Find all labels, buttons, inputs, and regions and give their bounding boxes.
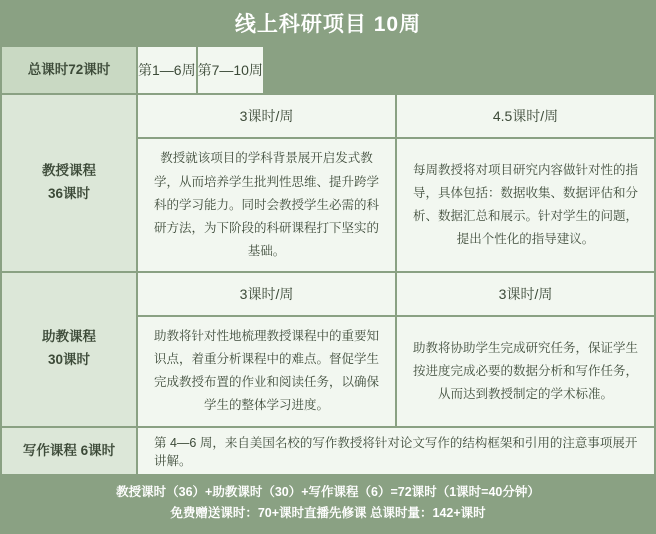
section-row-professor: [2, 95, 654, 271]
footer-summary: [0, 474, 656, 534]
assistant-phase-2-text: 助教将协助学生完成研究任务，保证学生按进度完成必要的数据分析和写作任务，从而达到教授制定的学术标准。: [412, 340, 638, 401]
page-title: 线上科研项目 10周: [0, 0, 656, 45]
professor-phase-2-text: 每周教授将对项目研究内容做针对性的指导，具体包括：数据收集、数据评估和分析、数据汇总和展示。针对学生的问题，提出个性化的指导建议。: [412, 162, 638, 247]
column-header-phase-1: 第1—6周: [138, 47, 196, 93]
professor-phase-1-column: [138, 95, 395, 271]
professor-phase-1-text: 教授就该项目的学科背景展开启发式教学，从而培养学生批判性思维、提升跨学科的学习能力。同时会教授学生必需的科研方法，为下阶段的科研课程打下坚实的基础。: [153, 151, 379, 258]
professor-phase-2-body: [397, 139, 654, 271]
writing-course-text: 第 4—6 周，来自美国名校的写作教授将针对论文写作的结构框架和引用的注意事项展开讲解。: [138, 428, 654, 474]
assistant-phase-1-text: 助教将针对性地梳理教授课程中的重要知识点，着重分析课程中的难点。督促学生完成教授布置的作业和阅读任务，以确保学生的整体学习进度。: [153, 329, 379, 413]
section-label-assistant-line2: 30课时: [47, 352, 91, 368]
section-label-assistant-line1: 助教课程: [42, 329, 96, 345]
assistant-phase-1-hours: 3课时/周: [138, 273, 395, 315]
column-header-phase-2: 第7—10周: [198, 47, 263, 93]
section-label-writing: 写作课程 6课时: [2, 428, 136, 474]
assistant-phase-2-body: [397, 317, 654, 426]
section-row-writing: [2, 428, 654, 474]
table-header-row: [2, 47, 654, 93]
footer-line-2: 免费赠送课时：70+课时直播先修课 总课时量：142+课时: [170, 505, 486, 520]
section-label-professor: [2, 95, 136, 271]
footer-line-1: 教授课时（36）+助教课时（30）+写作课程（6）=72课时（1课时=40分钟）: [116, 484, 540, 499]
professor-phase-2-hours: 4.5课时/周: [397, 95, 654, 137]
professor-phase-1-hours: 3课时/周: [138, 95, 395, 137]
section-label-professor-line1: 教授课程: [42, 163, 96, 179]
assistant-phase-2-column: [397, 273, 654, 426]
schedule-table: [0, 45, 656, 473]
professor-phase-1-body: [138, 139, 395, 271]
section-row-assistant: [2, 273, 654, 426]
total-hours-label: 总课时72课时: [2, 47, 136, 93]
assistant-phase-1-body: [138, 317, 395, 426]
section-label-assistant: [2, 273, 136, 426]
assistant-phase-1-column: [138, 273, 395, 426]
assistant-phase-2-hours: 3课时/周: [397, 273, 654, 315]
professor-phase-2-column: [397, 95, 654, 271]
section-label-professor-line2: 36课时: [47, 186, 91, 202]
